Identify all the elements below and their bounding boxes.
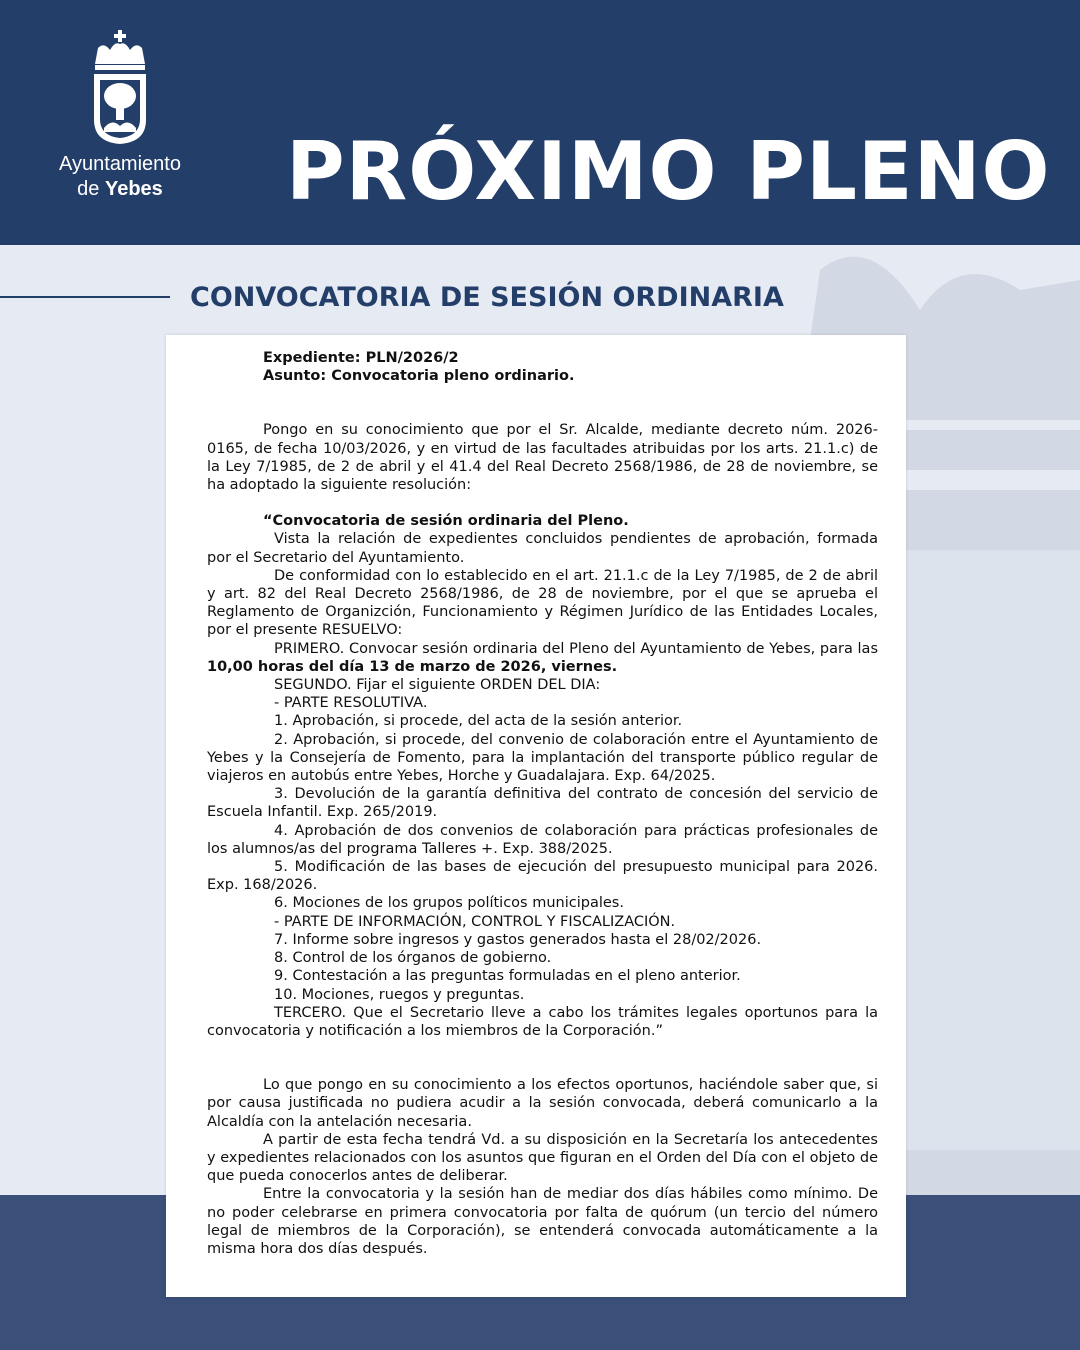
resolution-title: “Convocatoria de sesión ordinaria del Pleno. bbox=[263, 513, 629, 530]
agenda-item: 2. Aprobación, si procede, del convenio de colaboración entre el Ayuntamiento de Yebes y la Consejería de Fomento, para la implantación del transporte público regular de viajeros en autobús entre Yebes, Horche y Guadalajara. Exp. 64/2025. bbox=[207, 731, 878, 785]
agenda-item: 1. Aprobación, si procede, del acta de la sesión anterior. bbox=[274, 713, 683, 730]
intro-paragraph: Pongo en su conocimiento que por el Sr. Alcalde, mediante decreto núm. 2026-0165, de fecha 10/03/2026, y en virtud de las facultades atribuidas por los arts. 21.1.c) de la Ley 7/1985, de 2 de abril y el 41.4 del Real Decreto 2568/1986, de 28 de noviembre, se ha adoptado la siguiente resolución: bbox=[207, 422, 878, 494]
section-subtitle: CONVOCATORIA DE SESIÓN ORDINARIA bbox=[190, 282, 784, 313]
organization-name bbox=[40, 152, 200, 202]
tercero-paragraph: TERCERO. Que el Secretario lleve a cabo los trámites legales oportunos para la convocatoria y notificación a los miembros de la Corporación.” bbox=[207, 1004, 878, 1039]
municipal-logo bbox=[40, 28, 200, 208]
segundo-paragraph: SEGUNDO. Fijar el siguiente ORDEN DEL DIA: bbox=[274, 677, 601, 694]
conformidad-paragraph: De conformidad con lo establecido en el art. 21.1.c de la Ley 7/1985, de 2 de abril y art. 82 del Real Decreto 2568/1986, de 28 de noviembre, por el que se aprueba el Reglamento de Organizción, Funcionamiento y Régimen Jurídico de las Entidades Locales, por el presente RESUELVO: bbox=[207, 567, 878, 639]
page-title: PRÓXIMO PLENO bbox=[286, 125, 1051, 218]
vista-paragraph: Vista la relación de expedientes concluidos pendientes de aprobación, formada por el Secretario del Ayuntamiento. bbox=[207, 531, 878, 566]
primero-text: PRIMERO. Convocar sesión ordinaria del Pleno del Ayuntamiento de Yebes, para las bbox=[274, 640, 878, 657]
organization-name-line2 bbox=[40, 177, 200, 202]
parte-informacion-heading: - PARTE DE INFORMACIÓN, CONTROL Y FISCALIZACIÓN. bbox=[274, 913, 676, 930]
agenda-item: 7. Informe sobre ingresos y gastos generados hasta el 28/02/2026. bbox=[274, 931, 762, 948]
organization-prefix: de bbox=[77, 178, 105, 200]
expediente-line: Expediente: PLN/2026/2 bbox=[263, 350, 459, 366]
session-datetime: 10,00 horas del día 13 de marzo de 2026, viernes. bbox=[207, 658, 618, 675]
parte-resolutiva-heading: - PARTE RESOLUTIVA. bbox=[274, 695, 428, 712]
agenda-item: 4. Aprobación de dos convenios de colaboración para prácticas profesionales de los alumnos/as del programa Talleres +. Exp. 388/2025. bbox=[207, 822, 878, 857]
agenda-item: 3. Devolución de la garantía definitiva del contrato de concesión del servicio de Escuela Infantil. Exp. 265/2019. bbox=[207, 786, 878, 821]
agenda-item: 10. Mociones, ruegos y preguntas. bbox=[274, 986, 525, 1003]
agenda-item: 8. Control de los órganos de gobierno. bbox=[274, 950, 552, 967]
closing-paragraph-1: Lo que pongo en su conocimiento a los efectos oportunos, haciéndole saber que, si por causa justificada no pudiera acudir a la sesión convocada, deberá comunicarlo a la Alcaldía con la antelación necesaria. bbox=[207, 1077, 878, 1130]
asunto-line: Asunto: Convocatoria pleno ordinario. bbox=[263, 368, 575, 385]
closing-paragraph-2: A partir de esta fecha tendrá Vd. a su disposición en la Secretaría los antecedentes y expedientes relacionados con los asuntos que figuran en el Orden del Día con el objeto de que pueda conocerlos antes de deliberar. bbox=[207, 1131, 878, 1185]
agenda-item: 5. Modificación de las bases de ejecución del presupuesto municipal para 2026. Exp. 168/2026. bbox=[207, 859, 878, 894]
agenda-item: 6. Mociones de los grupos políticos municipales. bbox=[274, 895, 624, 912]
primero-paragraph bbox=[207, 640, 878, 676]
closing-paragraph-3: Entre la convocatoria y la sesión han de mediar dos días hábiles como mínimo. De no poder celebrarse en primera convocatoria por falta de quórum (un tercio del número legal de miembros de la Corporación), se entenderá convocada automáticamente a la misma hora dos días después. bbox=[207, 1186, 878, 1257]
crown-shield-icon bbox=[90, 28, 150, 146]
document-page bbox=[166, 335, 906, 1297]
agenda-item: 9. Contestación a las preguntas formuladas en el pleno anterior. bbox=[274, 968, 741, 985]
organization-town: Yebes bbox=[104, 178, 163, 200]
header-banner bbox=[0, 0, 1080, 245]
organization-name-line1: Ayuntamiento bbox=[59, 153, 181, 175]
subtitle-divider bbox=[0, 296, 170, 298]
document-body bbox=[207, 349, 878, 1258]
